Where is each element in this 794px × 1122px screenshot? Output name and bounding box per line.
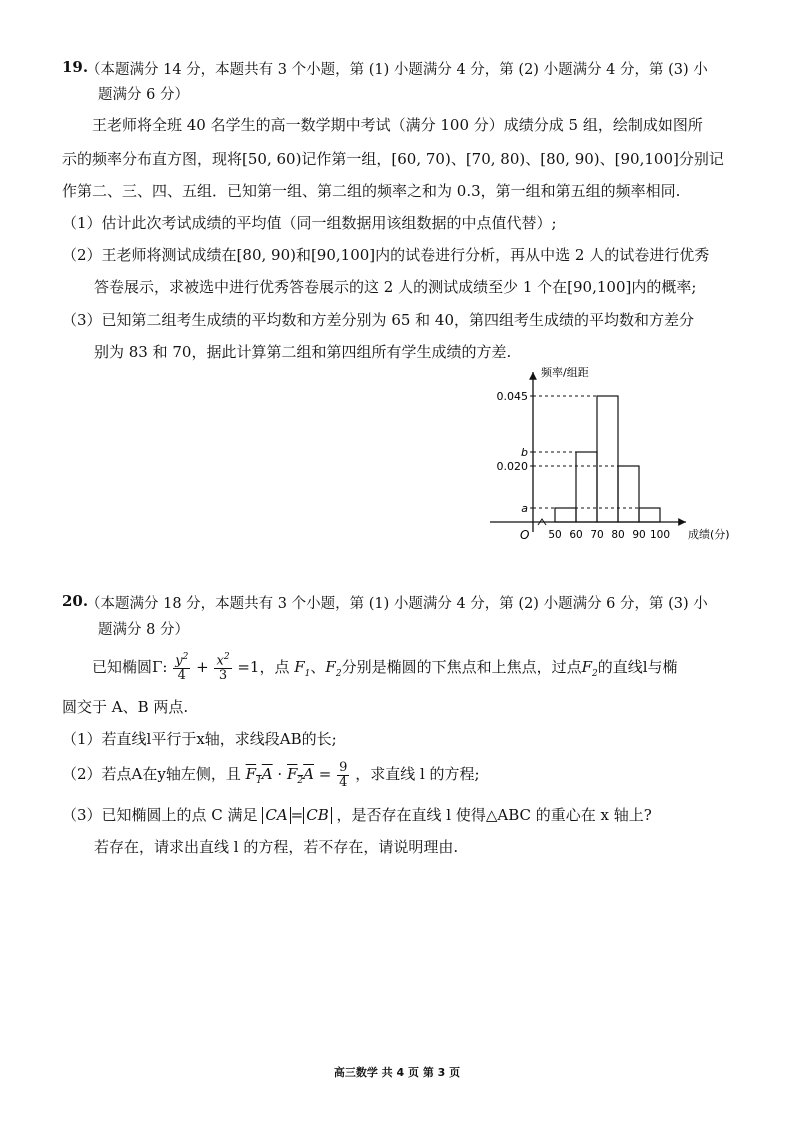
stem-rest: 分别是椭圆的下焦点和上焦点，过点 — [341, 658, 582, 676]
x-tick-label-90: 90 — [632, 529, 646, 541]
q19-header-line2: 题满分 6 分） — [98, 87, 189, 103]
q20-part3-line2: 若存在，请求出直线 l 的方程，若不存在，请说明理由. — [94, 838, 459, 856]
q19-part3-line1: （3）已知第二组考生成绩的平均数和方差分别为 65 和 40，第四组考生成绩的平均数和方差分 — [62, 311, 695, 329]
ellipse-prefix: 已知椭圆Γ: — [92, 658, 168, 676]
q19-part3-line2: 别为 83 和 70，据此计算第二组和第四组所有学生成绩的方差. — [94, 343, 512, 361]
q19-stem-line3: 作第二、三、四、五组．已知第一组、第二组的频率之和为 0.3，第一组和第五组的频率相同. — [62, 182, 681, 200]
plus-sign: + — [196, 658, 209, 676]
frac3-num: 9 — [339, 759, 348, 775]
q20-part2 — [62, 752, 480, 803]
frac1-num: y — [175, 653, 183, 669]
histogram-svg — [490, 362, 740, 552]
vector-f1a: $F_1A$ — [245, 765, 273, 786]
separator: 、 — [310, 658, 326, 676]
q20-stem-line2: 圆交于 A、B 两点. — [62, 698, 189, 716]
q20-number: 20. — [62, 592, 89, 610]
frac2-den: 3 — [218, 668, 228, 684]
dot-operator: · — [277, 765, 283, 783]
y-axis-label: 频率/组距 — [541, 366, 589, 379]
x-tick-label-60: 60 — [569, 529, 583, 541]
x-axis-label: 成绩(分) — [688, 528, 730, 541]
q20-part1: （1）若直线l平行于x轴，求线段AB的长; — [62, 730, 337, 748]
frac3-den: 4 — [339, 774, 348, 790]
frac1-exp: 2 — [182, 652, 189, 663]
q20-header-line1: （本题满分 18 分，本题共有 3 个小题，第 (1) 小题满分 4 分，第 (2) 小题满分 6 分，第 (3) 小 — [86, 596, 708, 612]
q19-number: 19. — [62, 58, 89, 76]
equals-one: =1，点 — [237, 658, 290, 676]
part3-suffix: ，是否存在直线 l 使得△ABC 的重心在 x 轴上? — [336, 806, 652, 824]
page-footer: 高三数学 共 4 页 第 3 页 — [333, 1066, 461, 1079]
q20-stem-line1 — [92, 646, 678, 695]
fraction-x2-over-3 — [214, 653, 231, 683]
part2-prefix: （2）若点A在y轴左侧，且 — [62, 765, 241, 783]
x-tick-label-80: 80 — [611, 529, 625, 541]
q20-header-line2: 题满分 8 分） — [98, 622, 189, 638]
y-tick-label-2: b — [521, 446, 528, 459]
fraction-9-over-4 — [337, 761, 349, 789]
q19-part2-line1: （2）王老师将测试成绩在[80, 90)和[90,100]内的试卷进行分析，再从中选 2 人的试卷进行优秀 — [62, 246, 710, 264]
histogram-bar-3 — [597, 396, 618, 522]
q19-stem-line2: 示的频率分布直方图，现将[50, 60)记作第一组，[60, 70)、[70, 80)、[80, 90)、[90,100]分别记 — [62, 150, 724, 168]
histogram-bar-1 — [555, 508, 576, 522]
origin-label: O — [520, 528, 530, 542]
stem-tail: 的直线l与椭 — [597, 658, 678, 676]
q19-header-line1: （本题满分 14 分，本题共有 3 个小题，第 (1) 小题满分 4 分，第 (2) 小题满分 4 分，第 (3) 小 — [86, 62, 708, 78]
vector-f2a: $F_2A$ — [286, 765, 314, 786]
frac1-den: 4 — [177, 668, 186, 684]
histogram-bar-4 — [618, 466, 639, 522]
abs-ca: CA — [262, 807, 290, 824]
frac2-num: x — [216, 653, 224, 669]
y-tick-label-1: 0.045 — [496, 390, 528, 403]
histogram-bar-5 — [639, 508, 660, 522]
frequency-histogram — [490, 362, 740, 552]
f1-symbol: $F_1$ — [294, 658, 311, 679]
x-tick-label-50: 50 — [548, 529, 562, 541]
fraction-y2-over-4 — [173, 653, 190, 683]
abs-equals: = — [290, 806, 304, 824]
histogram-bar-2 — [576, 452, 597, 522]
q19-part2-line2: 答卷展示，求被选中进行优秀答卷展示的这 2 人的测试成绩至少 1 个在[90,100]内的概率; — [94, 278, 697, 296]
abs-cb: CB — [303, 807, 332, 824]
f2-symbol: $F_2$ — [325, 658, 342, 679]
x-tick-label-70: 70 — [590, 529, 604, 541]
q19-part1: （1）估计此次考试成绩的平均值（同一组数据用该组数据的中点值代替）; — [62, 214, 557, 232]
x-tick-label-100: 100 — [649, 529, 671, 541]
part3-prefix: （3）已知椭圆上的点 C 满足 — [62, 806, 258, 824]
y-tick-label-4: a — [521, 502, 528, 515]
equals-sign: = — [318, 765, 332, 783]
part2-suffix: ，求直线 l 的方程; — [355, 765, 480, 783]
q19-stem-line1: 王老师将全班 40 名学生的高一数学期中考试（满分 100 分）成绩分成 5 组，绘制成如图所 — [92, 116, 703, 134]
y-tick-label-3: 0.020 — [496, 460, 528, 473]
f2-symbol-b: $F_2$ — [581, 658, 598, 679]
q20-part3-line1 — [62, 804, 652, 825]
frac2-exp: 2 — [223, 652, 230, 663]
